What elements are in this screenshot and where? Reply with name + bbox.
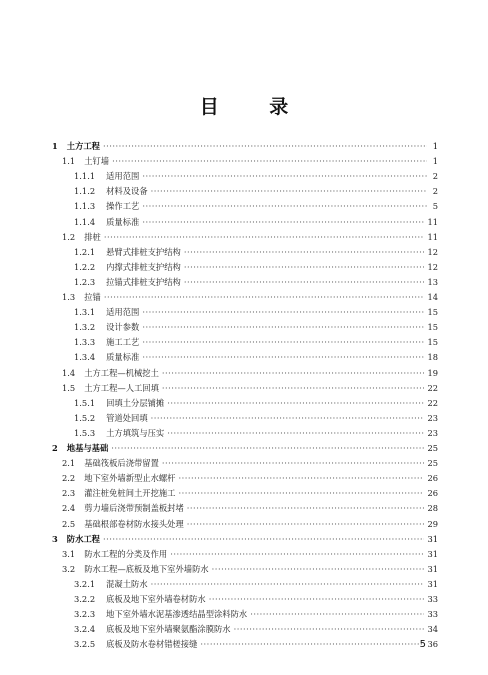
toc-entry[interactable]	[74, 335, 438, 350]
toc-entry[interactable]	[74, 622, 438, 637]
toc-entry[interactable]	[74, 607, 438, 622]
dot-leader	[178, 471, 424, 486]
toc-entry[interactable]	[74, 169, 438, 184]
toc-entry-page: 25	[427, 458, 438, 469]
toc-entry-title: 底板及地下室外墙聚氨酯涂膜防水	[106, 624, 231, 635]
toc-entry-page: 19	[427, 367, 438, 378]
toc-entry[interactable]	[74, 199, 438, 214]
toc-entry-page: 29	[427, 518, 438, 529]
toc-entry[interactable]	[62, 501, 438, 516]
toc-entry-number: 1.2.3	[74, 276, 96, 287]
dot-leader	[200, 637, 424, 652]
toc-entry[interactable]	[52, 139, 438, 154]
toc-entry-page: 18	[427, 352, 438, 363]
toc-entry-title: 设计参数	[106, 322, 140, 333]
toc-entry-page: 15	[427, 322, 438, 333]
toc-entry-number: 1.4	[62, 367, 76, 378]
toc-entry-title: 地下室外墙水泥基渗透结晶型涂料防水	[106, 609, 248, 620]
dot-leader	[151, 577, 425, 592]
toc-entry-page: 31	[427, 578, 438, 589]
dot-leader	[104, 290, 425, 305]
dot-leader	[184, 245, 425, 260]
toc-entry-title: 防水工程	[66, 533, 100, 544]
dot-leader	[142, 350, 424, 365]
toc-entry-title: 地基与基础	[66, 443, 109, 453]
toc-entry-title: 土方工程—机械挖土	[84, 367, 159, 378]
dot-leader	[162, 366, 425, 381]
page-number: 5	[419, 639, 426, 650]
toc-entry[interactable]	[74, 260, 438, 275]
toc-entry[interactable]	[74, 411, 438, 426]
toc-entry-title: 土钉墙	[84, 156, 110, 167]
dot-leader	[250, 607, 424, 622]
dot-leader	[178, 486, 424, 501]
dot-leader	[234, 622, 425, 637]
toc-entry[interactable]	[74, 577, 438, 592]
toc-entry-number: 3	[52, 533, 58, 544]
toc-entry-number: 1.1	[62, 156, 76, 167]
toc-entry-title: 灌注桩免桩间土开挖施工	[84, 488, 176, 499]
toc-entry-page: 13	[427, 276, 438, 287]
toc-entry-page: 15	[427, 337, 438, 348]
toc-entry-number: 1.3.1	[74, 307, 96, 318]
toc-entry-title: 拉锚	[84, 292, 101, 302]
toc-entry[interactable]	[62, 517, 438, 532]
toc-entry[interactable]	[74, 215, 438, 230]
toc-entry-title: 施工工艺	[106, 337, 140, 348]
toc-entry-page: 11	[427, 231, 438, 242]
toc-entry[interactable]	[74, 350, 438, 365]
dot-leader	[187, 501, 425, 516]
dot-leader	[184, 275, 425, 290]
toc-entry[interactable]	[62, 154, 438, 169]
toc-entry-number: 3.2	[62, 563, 76, 574]
toc-entry-number: 3.2.5	[74, 639, 96, 650]
toc-entry-title: 质量标准	[106, 216, 140, 227]
toc-entry-title: 回填土分层铺摊	[106, 397, 165, 408]
dot-leader	[104, 230, 425, 245]
toc-entry-title: 基础筏板后浇带留置	[84, 458, 159, 469]
toc-entry-number: 1	[52, 141, 58, 151]
dot-leader	[103, 139, 427, 154]
toc-entry-page: 23	[427, 427, 438, 438]
dot-leader	[142, 199, 427, 214]
toc-entry[interactable]	[52, 532, 438, 547]
toc-entry[interactable]	[62, 230, 438, 245]
dot-leader	[209, 592, 425, 607]
toc-entry-page: 15	[427, 307, 438, 318]
dot-leader	[151, 411, 425, 426]
toc-entry-number: 1.1.1	[74, 171, 96, 182]
toc-entry[interactable]	[62, 562, 438, 577]
dot-leader	[111, 441, 424, 456]
toc-entry[interactable]	[74, 275, 438, 290]
dot-leader	[167, 396, 424, 411]
dot-leader	[170, 547, 424, 562]
toc-entry-page: 22	[427, 397, 438, 408]
toc-entry-number: 2.2	[62, 473, 76, 484]
toc-entry-number: 1.2.1	[74, 246, 96, 257]
toc-entry-page: 1	[432, 141, 438, 151]
toc-entry[interactable]	[62, 381, 438, 396]
toc-entry[interactable]	[74, 637, 438, 652]
toc-entry-title: 适用范围	[106, 171, 140, 182]
toc-entry-page: 12	[427, 261, 438, 272]
toc-entry[interactable]	[74, 305, 438, 320]
toc-entry-page: 33	[427, 609, 438, 620]
dot-leader	[162, 381, 425, 396]
toc-entry-title: 管道处回填	[106, 412, 148, 423]
toc-entry-page: 33	[427, 594, 438, 604]
toc-entry[interactable]	[74, 320, 438, 335]
toc-entry-title: 防水工程—底板及地下室外墙防水	[84, 563, 209, 574]
toc-entry-title: 基础根部卷材防水接头处理	[84, 518, 184, 529]
toc-entry[interactable]	[74, 184, 438, 199]
toc-entry-page: 26	[427, 488, 438, 499]
toc-entry-page: 28	[427, 503, 438, 514]
toc-entry[interactable]	[62, 456, 438, 471]
toc-entry-number: 1.2	[62, 231, 76, 242]
toc-entry-number: 1.1.2	[74, 186, 96, 197]
toc-entry[interactable]	[62, 366, 438, 381]
toc-entry-page: 14	[427, 292, 438, 302]
dot-leader	[103, 532, 424, 547]
toc-entry-page: 22	[427, 382, 438, 393]
toc-entry-page: 1	[432, 156, 438, 167]
toc-entry-page: 11	[427, 216, 438, 227]
toc-entry-title: 剪力墙后浇带预制盖板封堵	[84, 503, 184, 514]
toc-entry-number: 1.5.3	[74, 427, 96, 438]
toc-entry-number: 1.3.3	[74, 337, 96, 348]
toc-entry-page: 31	[427, 548, 438, 559]
dot-leader	[162, 456, 425, 471]
toc-entry-number: 1.1.4	[74, 216, 96, 227]
toc-entry-title: 材料及设备	[106, 186, 148, 197]
toc-entry[interactable]	[62, 290, 438, 305]
toc-entry-title: 土方工程—人工回填	[84, 382, 159, 393]
dot-leader	[187, 517, 425, 532]
toc-entry-number: 3.2.4	[74, 624, 96, 635]
toc-entry-title: 悬臂式排桩支护结构	[106, 246, 181, 257]
toc-entry[interactable]	[62, 547, 438, 562]
toc-entry-title: 操作工艺	[106, 201, 140, 212]
toc-entry-page: 34	[427, 624, 438, 635]
dot-leader	[151, 184, 427, 199]
toc-entry-number: 1.2.2	[74, 261, 96, 272]
toc-entry-page: 5	[432, 201, 438, 212]
toc-entry-number: 2.5	[62, 518, 76, 529]
toc-entry-title: 质量标准	[106, 352, 140, 363]
toc-entry-number: 2.1	[62, 458, 76, 469]
toc-entry-number: 2.3	[62, 488, 76, 499]
toc-entry-number: 1.1.3	[74, 201, 96, 212]
toc-entry[interactable]	[62, 471, 438, 486]
dot-leader	[142, 305, 424, 320]
toc-entry-title: 土方工程	[66, 141, 100, 151]
toc-entry-title: 底板及防水卷材错槎接缝	[106, 639, 198, 650]
toc-entry[interactable]	[52, 441, 438, 456]
toc-entry-number: 3.1	[62, 548, 76, 559]
dot-leader	[184, 260, 425, 275]
toc-entry-page: 31	[427, 533, 438, 544]
toc-entry-page: 36	[427, 639, 438, 650]
toc-entry-number: 1.5	[62, 382, 76, 393]
toc-entry-page: 25	[427, 443, 438, 453]
toc-entry-title: 混凝土防水	[106, 578, 148, 589]
toc-entry-number: 1.3	[62, 292, 76, 302]
toc-entry-number: 3.2.2	[74, 594, 96, 604]
toc-entry-number: 3.2.1	[74, 578, 96, 589]
toc-entry-title: 排桩	[84, 231, 101, 242]
toc-entry-page: 2	[432, 171, 438, 182]
toc-entry[interactable]	[74, 245, 438, 260]
toc-entry-number: 1.5.2	[74, 412, 96, 423]
dot-leader	[167, 426, 424, 441]
toc-entry-number: 1.3.4	[74, 352, 96, 363]
toc-entry-title: 内撑式排桩支护结构	[106, 261, 181, 272]
toc-entry-page: 2	[432, 186, 438, 197]
toc-entry[interactable]	[74, 426, 438, 441]
page-title: 目 录	[199, 96, 311, 118]
toc-entry[interactable]	[74, 396, 438, 411]
toc-entry-number: 1.3.2	[74, 322, 96, 333]
toc-entry-title: 适用范围	[106, 307, 140, 318]
toc-entry-number: 3.2.3	[74, 609, 96, 620]
toc-entry[interactable]	[74, 592, 438, 607]
dot-leader	[142, 335, 424, 350]
toc-entry-title: 底板及地下室外墙卷材防水	[106, 594, 206, 604]
toc-entry-title: 土方填筑与压实	[106, 427, 165, 438]
toc-entry-page: 12	[427, 246, 438, 257]
toc-entry-page: 26	[427, 473, 438, 484]
toc-entry-number: 1.5.1	[74, 397, 96, 408]
dot-leader	[212, 562, 425, 577]
dot-leader	[142, 215, 424, 230]
toc-entry-number: 2	[52, 443, 58, 453]
dot-leader	[142, 320, 424, 335]
toc-entry-title: 防水工程的分类及作用	[84, 548, 168, 559]
dot-leader	[112, 154, 427, 169]
toc-entry-page: 23	[427, 412, 438, 423]
toc-entry-title: 拉锚式排桩支护结构	[106, 276, 181, 287]
dot-leader	[142, 169, 427, 184]
toc-entry-number: 2.4	[62, 503, 76, 514]
toc-entry-page: 31	[427, 563, 438, 574]
toc-entry-title: 地下室外墙新型止水螺杆	[84, 473, 176, 484]
toc-entry[interactable]	[62, 486, 438, 501]
